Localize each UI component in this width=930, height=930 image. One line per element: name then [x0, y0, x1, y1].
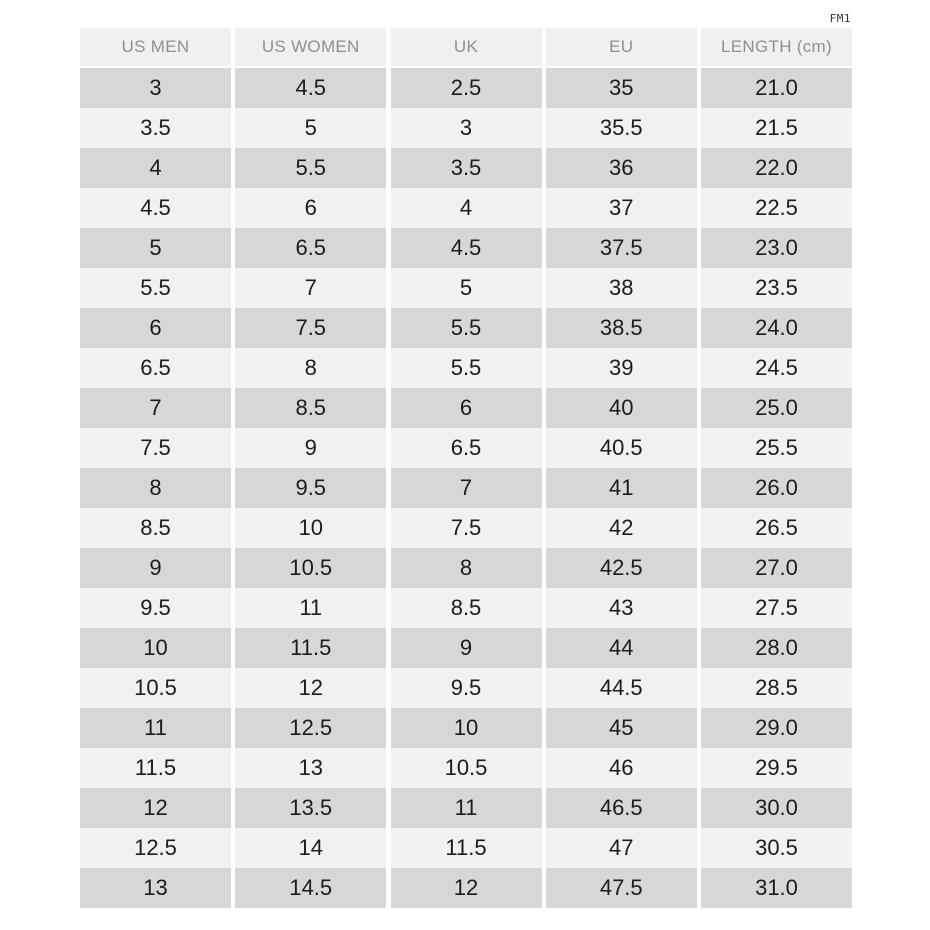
table-cell-length-cm: 24.5 [701, 348, 852, 388]
table-cell-uk: 8.5 [391, 588, 542, 628]
table-cell-us-women: 7.5 [235, 308, 386, 348]
table-cell-us-men: 7 [80, 388, 231, 428]
table-cell-uk: 5.5 [391, 348, 542, 388]
table-cell-length-cm: 29.5 [701, 748, 852, 788]
table-cell-us-men: 12.5 [80, 828, 231, 868]
table-cell-us-men: 10 [80, 628, 231, 668]
table-cell-eu: 47.5 [546, 868, 697, 908]
table-cell-us-women: 14 [235, 828, 386, 868]
table-cell-us-women: 12.5 [235, 708, 386, 748]
table-cell-us-women: 14.5 [235, 868, 386, 908]
table-cell-eu: 39 [546, 348, 697, 388]
table-cell-length-cm: 26.0 [701, 468, 852, 508]
table-cell-uk: 7.5 [391, 508, 542, 548]
size-chart-table [80, 28, 852, 908]
table-cell-eu: 35 [546, 68, 697, 108]
table-cell-us-women: 5 [235, 108, 386, 148]
table-cell-us-men: 11 [80, 708, 231, 748]
table-cell-us-men: 4.5 [80, 188, 231, 228]
table-cell-us-men: 6.5 [80, 348, 231, 388]
table-cell-length-cm: 31.0 [701, 868, 852, 908]
table-cell-uk: 3 [391, 108, 542, 148]
table-cell-uk: 11 [391, 788, 542, 828]
table-cell-length-cm: 29.0 [701, 708, 852, 748]
table-cell-eu: 37 [546, 188, 697, 228]
table-cell-uk: 6.5 [391, 428, 542, 468]
header-us-men: US MEN [80, 28, 231, 68]
table-cell-length-cm: 27.5 [701, 588, 852, 628]
table-cell-eu: 43 [546, 588, 697, 628]
table-cell-uk: 10 [391, 708, 542, 748]
table-cell-eu: 42 [546, 508, 697, 548]
table-cell-uk: 8 [391, 548, 542, 588]
table-cell-us-women: 11 [235, 588, 386, 628]
table-cell-us-men: 12 [80, 788, 231, 828]
table-cell-length-cm: 28.0 [701, 628, 852, 668]
table-cell-us-men: 9.5 [80, 588, 231, 628]
table-cell-eu: 35.5 [546, 108, 697, 148]
table-cell-us-men: 11.5 [80, 748, 231, 788]
header-uk: UK [391, 28, 542, 68]
table-cell-length-cm: 24.0 [701, 308, 852, 348]
table-cell-eu: 40.5 [546, 428, 697, 468]
table-cell-us-women: 13.5 [235, 788, 386, 828]
table-cell-us-men: 13 [80, 868, 231, 908]
table-cell-uk: 2.5 [391, 68, 542, 108]
header-length-cm: LENGTH (cm) [701, 28, 852, 68]
table-cell-length-cm: 21.5 [701, 108, 852, 148]
table-cell-uk: 12 [391, 868, 542, 908]
table-cell-eu: 37.5 [546, 228, 697, 268]
table-cell-length-cm: 22.0 [701, 148, 852, 188]
table-cell-length-cm: 30.0 [701, 788, 852, 828]
header-us-women: US WOMEN [235, 28, 386, 68]
table-cell-length-cm: 26.5 [701, 508, 852, 548]
table-cell-eu: 46 [546, 748, 697, 788]
table-cell-length-cm: 22.5 [701, 188, 852, 228]
table-cell-us-women: 9.5 [235, 468, 386, 508]
corner-code-label: FM1 [829, 12, 851, 25]
table-cell-length-cm: 25.5 [701, 428, 852, 468]
table-cell-eu: 38 [546, 268, 697, 308]
table-cell-us-women: 13 [235, 748, 386, 788]
table-cell-us-men: 4 [80, 148, 231, 188]
table-cell-eu: 40 [546, 388, 697, 428]
table-cell-us-men: 8.5 [80, 508, 231, 548]
table-cell-uk: 4.5 [391, 228, 542, 268]
table-cell-us-women: 10.5 [235, 548, 386, 588]
table-cell-us-women: 9 [235, 428, 386, 468]
table-cell-eu: 38.5 [546, 308, 697, 348]
table-cell-us-women: 7 [235, 268, 386, 308]
table-cell-us-men: 3.5 [80, 108, 231, 148]
table-cell-eu: 47 [546, 828, 697, 868]
table-cell-uk: 11.5 [391, 828, 542, 868]
table-cell-us-men: 7.5 [80, 428, 231, 468]
table-cell-uk: 9 [391, 628, 542, 668]
table-cell-uk: 4 [391, 188, 542, 228]
table-cell-us-men: 10.5 [80, 668, 231, 708]
table-cell-uk: 5 [391, 268, 542, 308]
table-cell-eu: 45 [546, 708, 697, 748]
table-cell-us-men: 3 [80, 68, 231, 108]
table-cell-eu: 44 [546, 628, 697, 668]
table-cell-us-women: 6 [235, 188, 386, 228]
table-cell-length-cm: 21.0 [701, 68, 852, 108]
table-cell-uk: 6 [391, 388, 542, 428]
table-cell-uk: 5.5 [391, 308, 542, 348]
table-cell-eu: 41 [546, 468, 697, 508]
table-cell-us-men: 6 [80, 308, 231, 348]
table-cell-eu: 44.5 [546, 668, 697, 708]
table-cell-us-men: 9 [80, 548, 231, 588]
table-cell-us-women: 10 [235, 508, 386, 548]
table-cell-length-cm: 23.0 [701, 228, 852, 268]
table-cell-eu: 36 [546, 148, 697, 188]
table-cell-us-women: 8.5 [235, 388, 386, 428]
table-cell-length-cm: 25.0 [701, 388, 852, 428]
table-cell-us-women: 4.5 [235, 68, 386, 108]
table-cell-us-men: 5.5 [80, 268, 231, 308]
table-cell-length-cm: 27.0 [701, 548, 852, 588]
table-cell-us-women: 6.5 [235, 228, 386, 268]
table-cell-us-men: 5 [80, 228, 231, 268]
table-cell-eu: 42.5 [546, 548, 697, 588]
table-cell-length-cm: 23.5 [701, 268, 852, 308]
table-cell-us-women: 5.5 [235, 148, 386, 188]
table-cell-length-cm: 28.5 [701, 668, 852, 708]
table-cell-uk: 3.5 [391, 148, 542, 188]
header-eu: EU [546, 28, 697, 68]
table-cell-uk: 7 [391, 468, 542, 508]
table-cell-us-men: 8 [80, 468, 231, 508]
table-cell-uk: 10.5 [391, 748, 542, 788]
table-cell-eu: 46.5 [546, 788, 697, 828]
table-cell-us-women: 12 [235, 668, 386, 708]
table-cell-uk: 9.5 [391, 668, 542, 708]
table-cell-us-women: 11.5 [235, 628, 386, 668]
table-cell-us-women: 8 [235, 348, 386, 388]
table-cell-length-cm: 30.5 [701, 828, 852, 868]
